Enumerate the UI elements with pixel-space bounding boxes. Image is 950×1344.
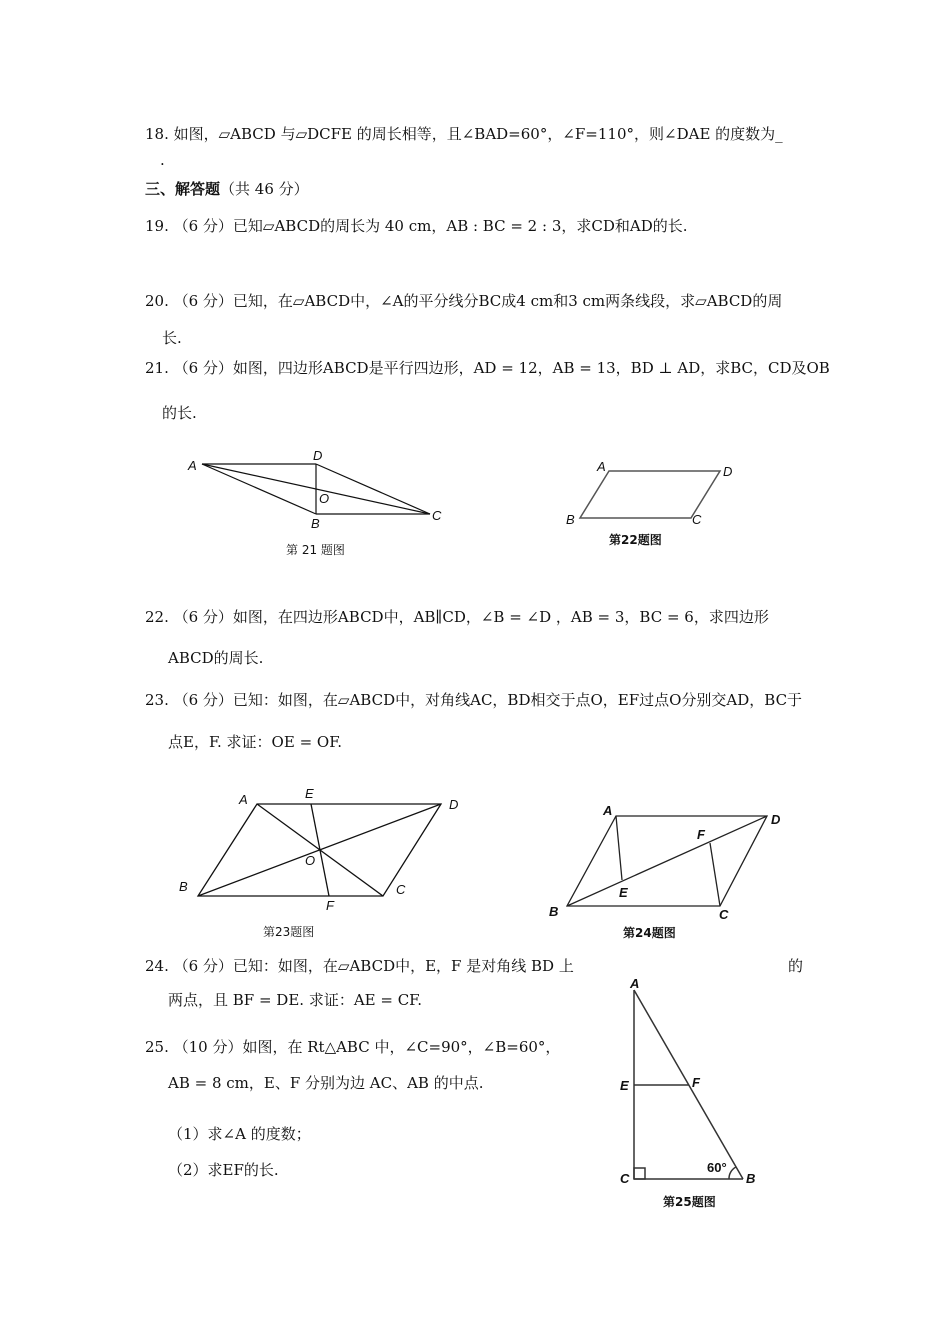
figure-24: [545, 800, 815, 920]
fig22-caption: 第22题图: [609, 533, 662, 547]
q23-line1: 23. （6 分）已知：如图，在▱ABCD中，对角线AC，BD相交于点O，EF过点O分别交AD，BC于: [145, 691, 803, 709]
fig22-label-c: C: [692, 512, 702, 527]
fig25-angle-label: 60°: [707, 1160, 727, 1175]
fig23-label-d: D: [449, 797, 459, 812]
q18-line2: .: [160, 151, 165, 169]
q20-line1: 20. （6 分）已知，在▱ABCD中，∠A的平分线分BC成4 cm和3 cm两条线段，求▱ABCD的周: [145, 292, 783, 310]
q22-line1: 22. （6 分）如图，在四边形ABCD中，AB∥CD，∠B = ∠D ，AB = 3，BC = 6，求四边形: [145, 608, 769, 626]
q25-line1: 25. （10 分）如图，在 Rt△ABC 中，∠C=90°，∠B=60°，: [145, 1038, 561, 1056]
fig25-caption: 第25题图: [663, 1195, 716, 1209]
fig24-label-d: D: [771, 812, 781, 827]
fig23-label-a: A: [239, 792, 248, 807]
figure-22: [560, 456, 750, 536]
q25-part2: （2）求EF的长.: [168, 1161, 279, 1179]
q22-line2: ABCD的周长.: [168, 649, 264, 667]
fig23-caption: 第23题图: [263, 925, 315, 939]
fig25-label-a: A: [630, 976, 640, 991]
fig21-label-o: O: [319, 491, 330, 506]
fig24-label-e: E: [619, 885, 628, 900]
q24-line1-end: 的: [788, 957, 804, 975]
fig25-label-b: B: [746, 1171, 756, 1186]
fig21-label-d: D: [313, 448, 323, 463]
fig21-label-c: C: [432, 508, 442, 523]
q25-line2: AB = 8 cm，E、F 分别为边 AC、AB 的中点.: [168, 1074, 484, 1092]
fig25-label-c: C: [620, 1171, 630, 1186]
fig23-label-f: F: [326, 898, 334, 913]
q18-line1: 18. 如图，▱ABCD 与▱DCFE 的周长相等，且∠BAD=60°，∠F=110°，则∠DAE 的度数为_: [145, 125, 783, 143]
section-title: 三、解答题: [145, 180, 221, 198]
q19-text: 19. （6 分）已知▱ABCD的周长为 40 cm，AB : BC = 2 : 3，求CD和AD的长.: [145, 217, 688, 235]
fig25-label-e: E: [620, 1078, 629, 1093]
section-score: （共 46 分）: [220, 180, 309, 198]
q21-line1: 21. （6 分）如图，四边形ABCD是平行四边形，AD = 12，AB = 13，BD ⊥ AD，求BC，CD及OB: [145, 359, 830, 377]
section-heading: [145, 179, 309, 199]
fig24-label-c: C: [719, 907, 729, 922]
fig24-label-a: A: [603, 803, 613, 818]
q24-line1: 24. （6 分）已知：如图，在▱ABCD中，E，F 是对角线 BD 上: [145, 957, 574, 975]
fig23-label-b: B: [179, 879, 188, 894]
fig24-caption: 第24题图: [623, 926, 676, 940]
fig22-label-a: A: [597, 459, 606, 474]
fig21-label-b: B: [311, 516, 320, 531]
q21-line2: 的长.: [162, 404, 197, 422]
fig22-label-d: D: [723, 464, 733, 479]
q23-line2: 点E，F. 求证：OE = OF.: [168, 733, 343, 751]
fig24-label-b: B: [549, 904, 559, 919]
fig23-label-e: E: [305, 786, 314, 801]
fig24-label-f: F: [697, 827, 705, 842]
fig25-label-f: F: [692, 1075, 700, 1090]
q25-part1: （1）求∠A 的度数；: [168, 1125, 311, 1143]
figure-25: [615, 975, 765, 1190]
q24-line2: 两点，且 BF = DE. 求证：AE = CF.: [168, 991, 423, 1009]
fig21-caption: 第 21 题图: [286, 543, 345, 557]
figure-23: [175, 782, 475, 913]
fig23-label-o: O: [305, 853, 316, 868]
figure-21: [180, 448, 450, 538]
fig23-label-c: C: [396, 882, 406, 897]
fig22-label-b: B: [566, 512, 575, 527]
q20-line2: 长.: [162, 329, 182, 347]
fig21-label-a: A: [188, 458, 197, 473]
